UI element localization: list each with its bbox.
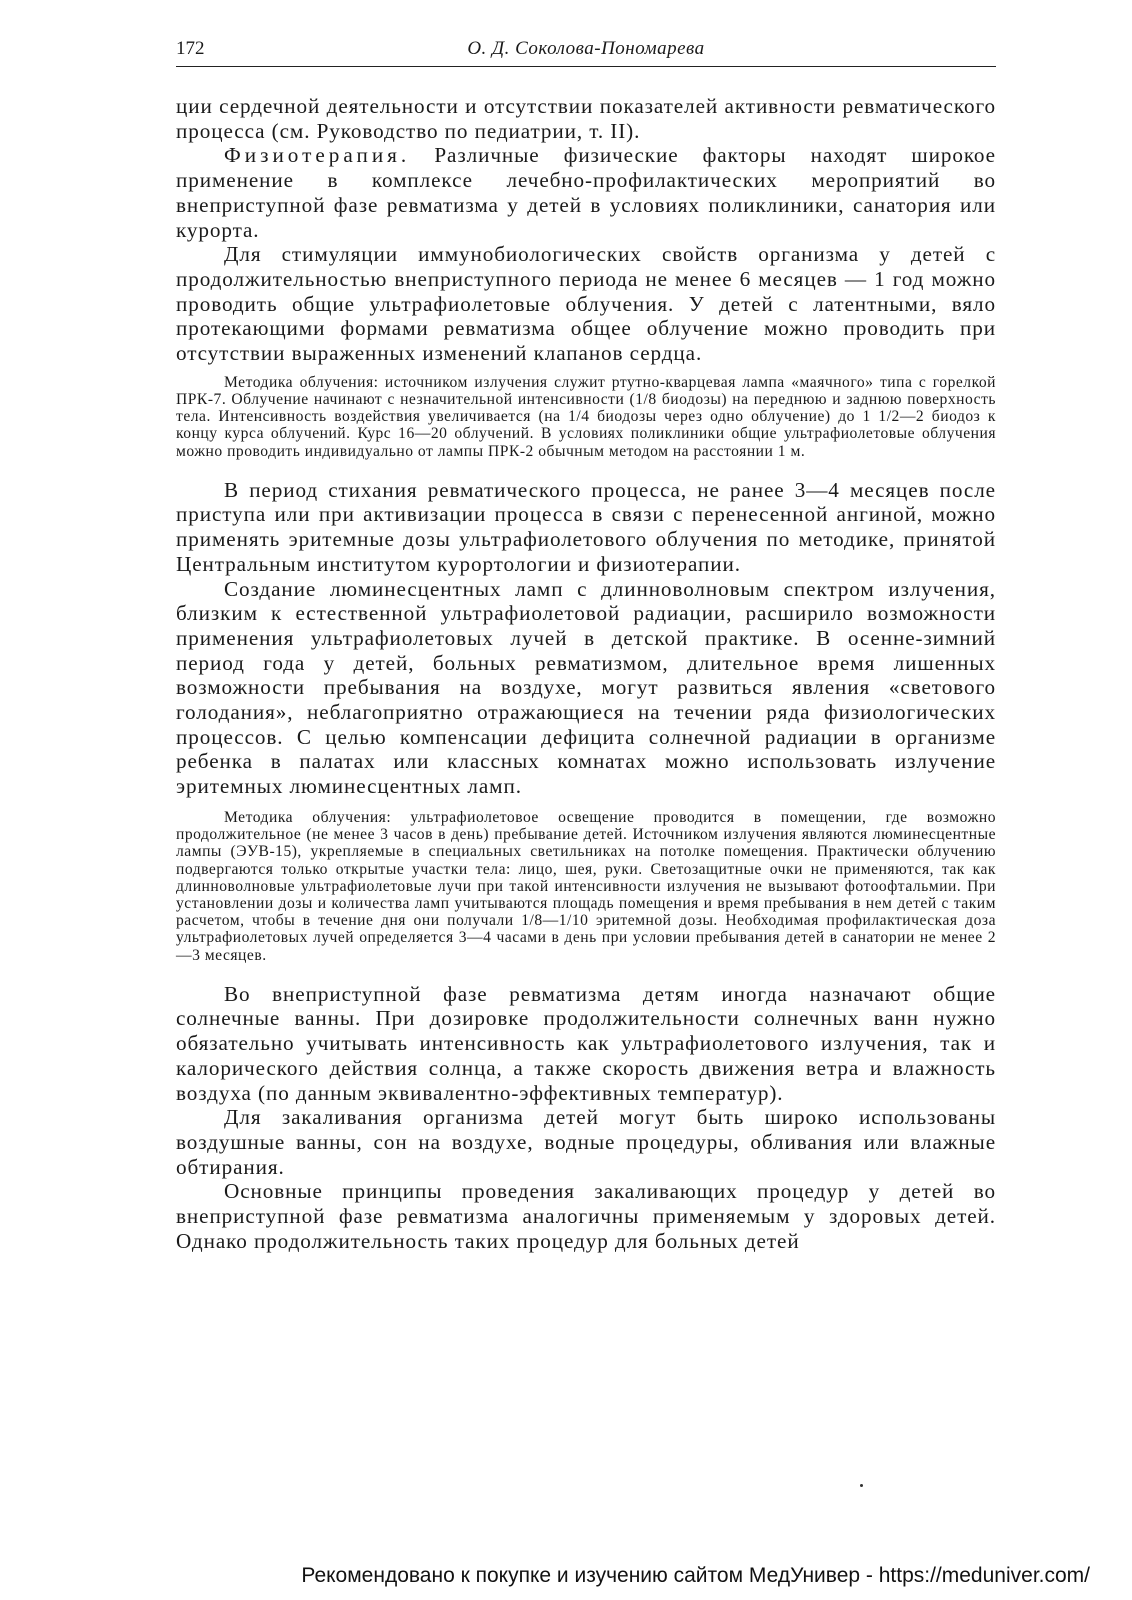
scan-speck bbox=[860, 1484, 863, 1487]
paragraph: В период стихания ревматического процесса, не ранее 3—4 месяцев после приступа или при активизации процесса в связи с перенесенной ангиной, можно применять эритемные дозы ультрафиолетового облучения по методике, принятой Центральным институтом курортологии и физиотерапии. bbox=[176, 477, 996, 576]
paragraph: Создание люминесцентных ламп с длинноволновым спектром излучения, близким к естественной ультрафиолетовой радиации, расширило возможности применения ультрафиолетовых лучей в детской практике. В осенне-зимний период года у детей, больных ревматизмом, длительное время лишенных возможности пребывания на воздухе, могут развиться явления «светового голодания», неблагоприятно отражающиеся на течении ряда физиологических процессов. С целью компенсации дефицита солнечной радиации в организме ребенка в палатах или классных комнатах можно использовать излучение эритемных люминесцентных ламп. bbox=[176, 576, 996, 799]
paragraph: ции сердечной деятельности и отсутствии показателей активности ревматического процесса (см. Руководство по педиатрии, т. II). bbox=[176, 94, 996, 143]
paragraph-physiotherapy bbox=[176, 143, 996, 242]
page-header bbox=[176, 36, 996, 67]
page-number: 172 bbox=[176, 38, 205, 59]
footer-watermark: Рекомендовано к покупке и изучению сайтом МедУнивер - https://meduniver.com/ bbox=[301, 1564, 1090, 1587]
section-heading: Физиотерапия. bbox=[224, 143, 411, 168]
running-head: О. Д. Соколова-Пономарева bbox=[467, 38, 705, 59]
paragraph: Во внеприступной фазе ревматизма детям иногда назначают общие солнечные ванны. При дозировке продолжительности солнечных ванн нужно обязательно учитывать интенсивность как ультрафиолетового излучения, так и калорического действия солнца, а также скорость движения ветра и влажность воздуха (по данным эквивалентно-эффективных температур). bbox=[176, 981, 996, 1105]
paragraph: Для стимуляции иммунобиологических свойств организма у детей с продолжительностью внеприступного периода не менее 6 месяцев — 1 год можно проводить общие ультрафиолетовые облучения. У детей с латентными, вяло протекающими формами ревматизма общее облучение можно проводить при отсутствии выраженных изменений клапанов сердца. bbox=[176, 242, 996, 366]
paragraph: Основные принципы проведения закаливающих процедур у детей во внеприступной фазе ревматизма аналогичны применяемым у здоровых детей. Однако продолжительность таких процедур для больных детей bbox=[176, 1179, 996, 1253]
method-note: Методика облучения: ультрафиолетовое освещение проводится в помещении, где возможно продолжительное (не менее 3 часов в день) пребывание детей. Источником излучения являются люминесцентные лампы (ЭУВ-15), укрепляемые в специальных светильниках на потолке помещения. Практически облучению подвергаются только открытые участки тела: лицо, шея, руки. Светозащитные очки не применяются, так как длинноволновые ультрафиолетовые лучи при такой интенсивности излучения не вызывают фотоофтальмии. При установлении дозы и количества ламп учитываются площадь помещения и время пребывания в нем детей с таким расчетом, чтобы в течение дня они получали 1/8—1/10 эритемной дозы. Необходимая профилактическая доза ультрафиолетовых лучей определяется 3—4 часами в день при условии пребывания детей в санатории не менее 2—3 месяцев. bbox=[176, 808, 996, 964]
page-body bbox=[176, 94, 996, 1253]
paragraph-text: Различные физические факторы находят широкое применение в комплексе лечебно-профилактических мероприятий во внеприступной фазе ревматизма у детей в условиях поликлиники, санатория или курорта. bbox=[176, 143, 996, 242]
paragraph: Для закаливания организма детей могут быть широко использованы воздушные ванны, сон на воздухе, водные процедуры, обливания или влажные обтирания. bbox=[176, 1105, 996, 1179]
method-note: Методика облучения: источником излучения служит ртутно-кварцевая лампа «маячного» типа с горелкой ПРК-7. Облучение начинают с незначительной интенсивности (1/8 биодозы) на переднюю и заднюю поверхность тела. Интенсивность воздействия увеличивается (на 1/4 биодозы через одно облучение) до 1 1/2—2 биодоз к концу курса облучений. Курс 16—20 облучений. В условиях поликлиники общие ультрафиолетовые облучения можно проводить индивидуально от лампы ПРК-2 обычным методом на расстоянии 1 м. bbox=[176, 373, 996, 460]
